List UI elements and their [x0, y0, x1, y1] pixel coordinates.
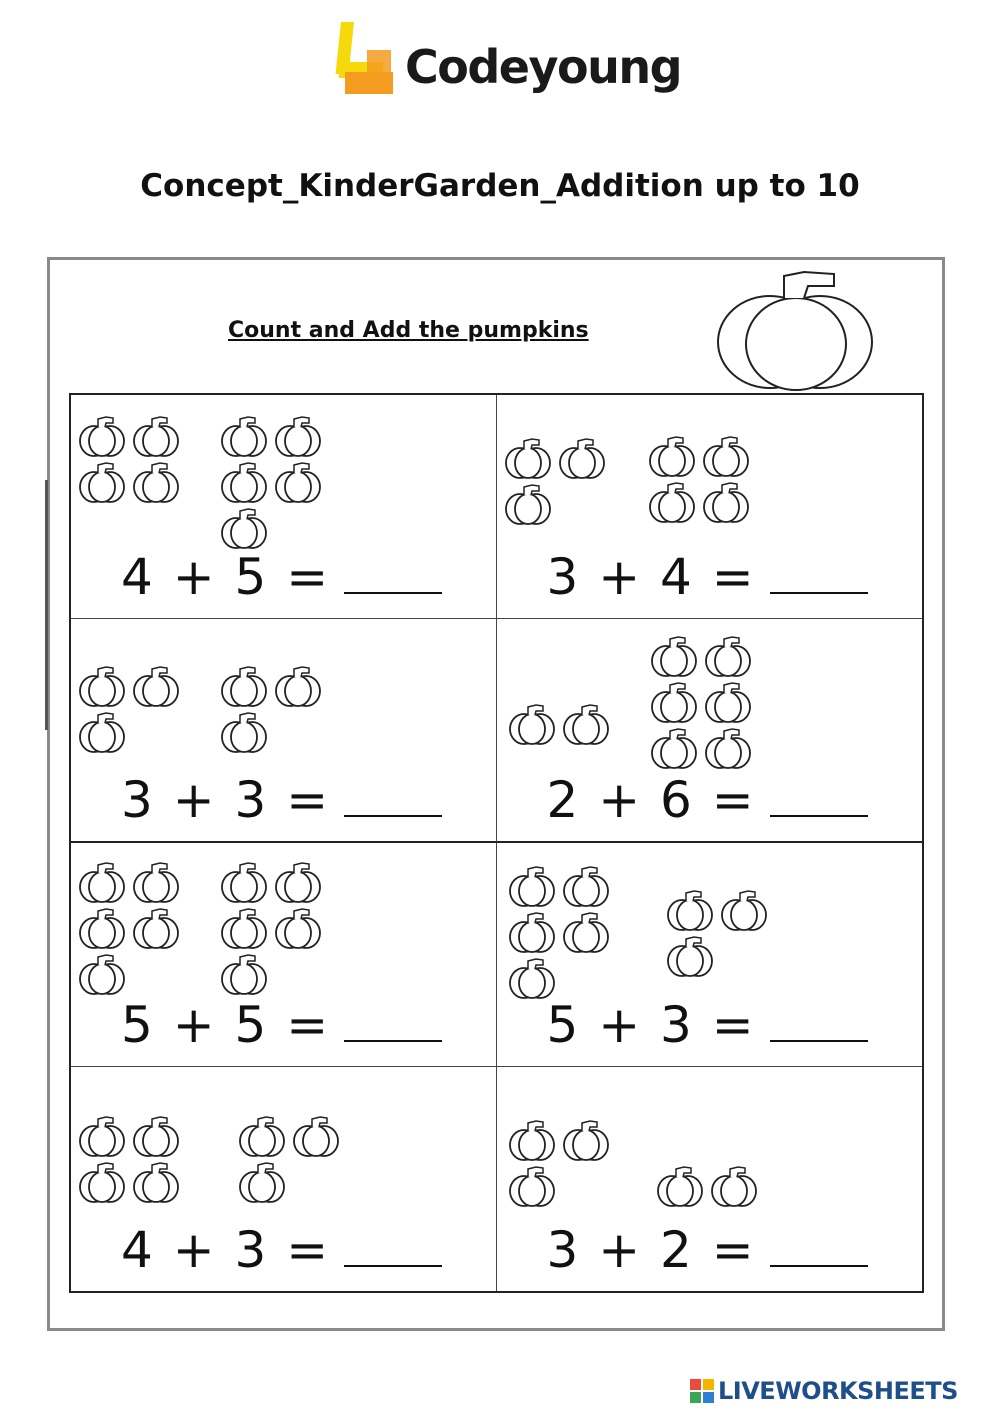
- answer-blank[interactable]: [344, 813, 442, 817]
- problem-cell: [497, 619, 923, 843]
- equation: [547, 1221, 868, 1279]
- liveworksheets-logo-icon: [690, 1379, 714, 1403]
- pumpkin-icon: [131, 459, 183, 505]
- codeyoung-logo: [335, 22, 695, 104]
- problem-cell: [71, 1067, 497, 1291]
- pumpkin-icon: [561, 909, 613, 955]
- pumpkin-icon: [77, 859, 129, 905]
- pumpkin-group-b: [219, 663, 325, 755]
- pumpkin-icon: [507, 955, 559, 1001]
- pumpkin-icon: [219, 859, 271, 905]
- answer-blank[interactable]: [344, 1038, 442, 1042]
- brand-name: Codeyoung: [405, 40, 681, 94]
- pumpkin-group-a: [77, 413, 183, 505]
- pumpkin-icon: [649, 679, 701, 725]
- pumpkin-icon: [507, 909, 559, 955]
- answer-blank[interactable]: [344, 1263, 442, 1267]
- pumpkin-icon: [219, 459, 271, 505]
- pumpkin-icon: [655, 1163, 707, 1209]
- pumpkin-group-b: [647, 433, 753, 525]
- pumpkin-group-a: [503, 435, 609, 527]
- pumpkin-icon: [507, 863, 559, 909]
- pumpkin-icon: [647, 479, 699, 525]
- pumpkin-icon: [219, 905, 271, 951]
- pumpkin-group-a: [507, 1117, 613, 1209]
- pumpkin-group-a: [507, 701, 613, 747]
- pumpkin-icon: [131, 859, 183, 905]
- equation-text: 4 + 5 =: [121, 548, 331, 606]
- pumpkin-group-b: [219, 859, 325, 997]
- pumpkin-icon: [649, 633, 701, 679]
- pumpkin-icon: [219, 505, 271, 551]
- pumpkin-icon: [131, 1159, 183, 1205]
- pumpkin-icon: [273, 413, 325, 459]
- problem-grid: [69, 393, 924, 1293]
- pumpkin-group-a: [507, 863, 613, 1001]
- problem-cell: [71, 619, 497, 843]
- equation-text: 5 + 5 =: [121, 996, 331, 1054]
- pumpkin-icon: [703, 633, 755, 679]
- answer-blank[interactable]: [770, 1263, 868, 1267]
- problem-cell: [71, 395, 497, 619]
- pumpkin-icon: [131, 905, 183, 951]
- pumpkin-group-b: [655, 1163, 761, 1209]
- pumpkin-icon: [77, 459, 129, 505]
- pumpkin-icon: [77, 663, 129, 709]
- answer-blank[interactable]: [770, 1038, 868, 1042]
- equation-text: 3 + 4 =: [546, 548, 756, 606]
- pumpkin-icon: [273, 859, 325, 905]
- pumpkin-icon: [77, 951, 129, 997]
- problem-cell: [497, 843, 923, 1067]
- pumpkin-icon: [219, 951, 271, 997]
- pumpkin-icon: [507, 1163, 559, 1209]
- pumpkin-group-a: [77, 859, 183, 997]
- pumpkin-group-a: [77, 1113, 183, 1205]
- answer-blank[interactable]: [770, 813, 868, 817]
- pumpkin-icon: [219, 663, 271, 709]
- pumpkin-icon: [561, 863, 613, 909]
- page-title: Concept_KinderGarden_Addition up to 10: [140, 168, 860, 204]
- pumpkin-icon: [703, 679, 755, 725]
- big-pumpkin-icon: [712, 270, 876, 394]
- pumpkin-icon: [507, 1117, 559, 1163]
- codeyoung-logo-mark: [335, 22, 399, 98]
- pumpkin-icon: [507, 701, 559, 747]
- equation-text: 3 + 2 =: [546, 1221, 756, 1279]
- pumpkin-group-b: [649, 633, 755, 771]
- pumpkin-icon: [503, 481, 555, 527]
- pumpkin-group-b: [219, 413, 325, 551]
- pumpkin-group-a: [77, 663, 183, 755]
- equation-text: 5 + 3 =: [546, 996, 756, 1054]
- pumpkin-icon: [719, 887, 771, 933]
- pumpkin-icon: [131, 663, 183, 709]
- pumpkin-icon: [219, 709, 271, 755]
- equation: [121, 548, 442, 606]
- pumpkin-group-b: [237, 1113, 343, 1205]
- pumpkin-icon: [219, 413, 271, 459]
- pumpkin-icon: [557, 435, 609, 481]
- frame-edge: [45, 480, 48, 730]
- pumpkin-icon: [291, 1113, 343, 1159]
- equation-text: 2 + 6 =: [546, 771, 756, 829]
- pumpkin-icon: [77, 905, 129, 951]
- pumpkin-icon: [77, 1159, 129, 1205]
- liveworksheets-watermark: [690, 1377, 990, 1405]
- pumpkin-icon: [131, 413, 183, 459]
- equation: [121, 996, 442, 1054]
- pumpkin-icon: [273, 663, 325, 709]
- problem-cell: [497, 1067, 923, 1291]
- pumpkin-group-b: [665, 887, 771, 979]
- pumpkin-icon: [237, 1159, 289, 1205]
- equation: [547, 548, 868, 606]
- equation: [547, 771, 868, 829]
- pumpkin-icon: [237, 1113, 289, 1159]
- pumpkin-icon: [503, 435, 555, 481]
- problem-cell: [497, 395, 923, 619]
- pumpkin-icon: [709, 1163, 761, 1209]
- pumpkin-icon: [665, 933, 717, 979]
- pumpkin-icon: [701, 433, 753, 479]
- answer-blank[interactable]: [770, 590, 868, 594]
- pumpkin-icon: [131, 1113, 183, 1159]
- pumpkin-icon: [561, 1117, 613, 1163]
- pumpkin-icon: [701, 479, 753, 525]
- problem-cell: [71, 843, 497, 1067]
- pumpkin-icon: [77, 709, 129, 755]
- pumpkin-icon: [77, 1113, 129, 1159]
- liveworksheets-brand: LIVEWORKSHEETS: [718, 1377, 958, 1405]
- pumpkin-icon: [647, 433, 699, 479]
- pumpkin-icon: [273, 905, 325, 951]
- equation: [121, 1221, 442, 1279]
- pumpkin-icon: [77, 413, 129, 459]
- pumpkin-icon: [665, 887, 717, 933]
- equation: [547, 996, 868, 1054]
- equation-text: 3 + 3 =: [121, 771, 331, 829]
- pumpkin-icon: [649, 725, 701, 771]
- instruction-heading: Count and Add the pumpkins: [228, 318, 589, 343]
- answer-blank[interactable]: [344, 590, 442, 594]
- equation-text: 4 + 3 =: [121, 1221, 331, 1279]
- pumpkin-icon: [561, 701, 613, 747]
- pumpkin-icon: [273, 459, 325, 505]
- pumpkin-icon: [703, 725, 755, 771]
- equation: [121, 771, 442, 829]
